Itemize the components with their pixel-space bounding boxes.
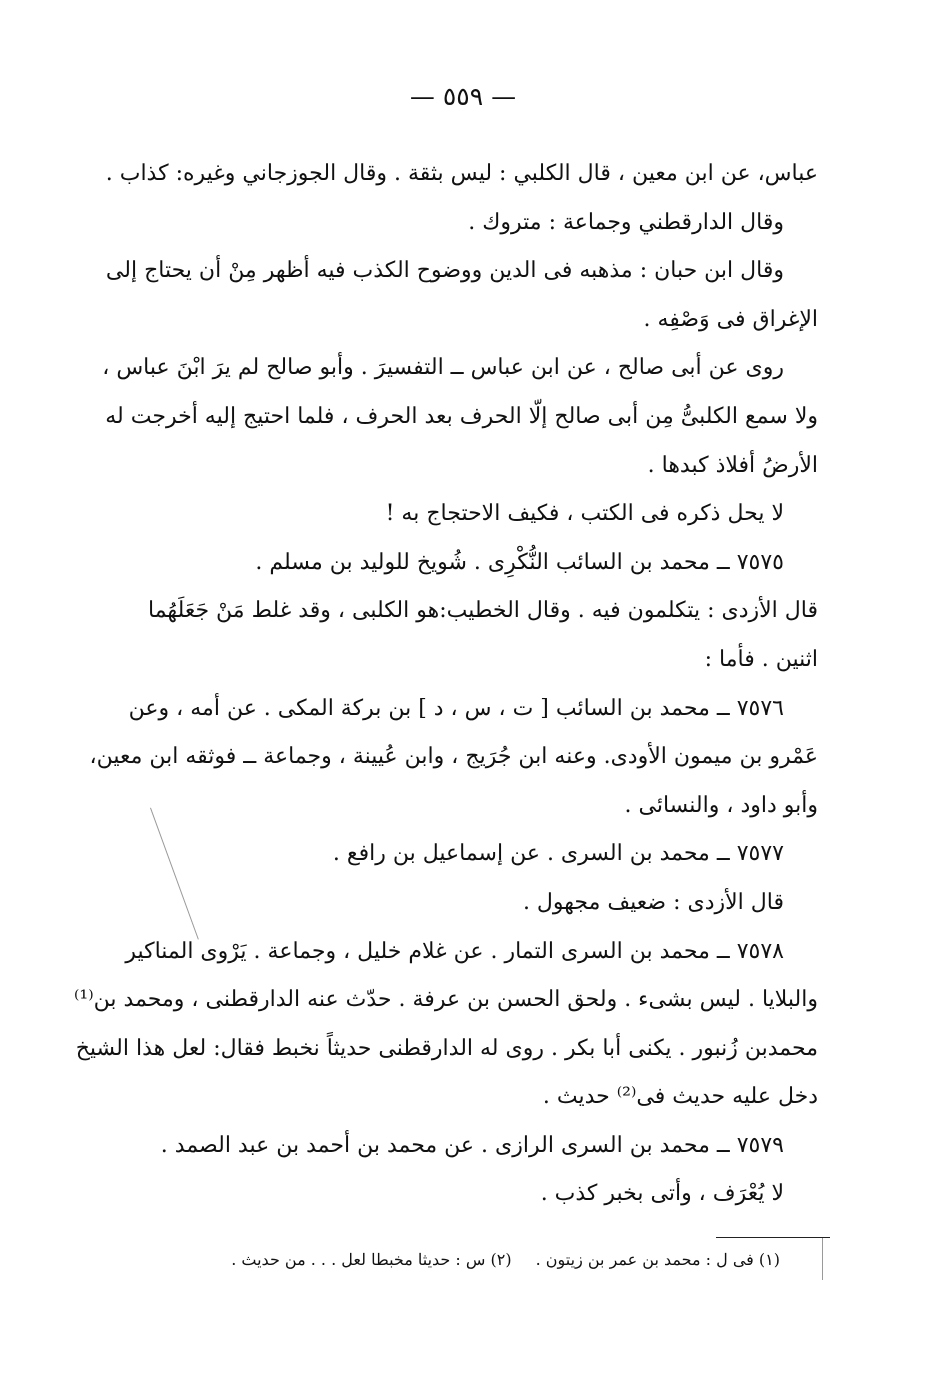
- text-line: والبلايا . ليس بشىء . ولحق الحسن بن عرفة . حدّث عنه الدارقطنى ، ومحمد بن⁽¹⁾: [74, 987, 818, 1013]
- footnote-1: (١) فى ل : محمد بن عمر بن زيتون .: [535, 1250, 780, 1269]
- entry-7577-heading: ٧٥٧٧ ــ محمد بن السرى . عن إسماعيل بن رافع .: [332, 841, 784, 867]
- text-line: الأرضُ أفلاذ كبدها .: [647, 452, 818, 478]
- text-line: وأبو داود ، والنسائى .: [624, 792, 818, 818]
- footnotes: [180, 1250, 780, 1269]
- entry-7576-heading: ٧٥٧٦ ــ محمد بن السائب [ ت ، س ، د ] بن بركة المكى . عن أمه ، وعن: [128, 695, 784, 721]
- footnote-separator: [716, 1237, 830, 1238]
- text-line: لا يحل ذكره فى الكتب ، فكيف الاحتجاج به !: [385, 501, 784, 527]
- text-line: عَمْرو بن ميمون الأودى. وعنه ابن جُرَيج ، وابن عُيينة ، وجماعة ــ فوثقه ابن معين،: [89, 744, 818, 770]
- text-line: عباس، عن ابن معين ، قال الكلبي : ليس بثقة . وقال الجوزجاني وغيره: كذاب .: [105, 161, 818, 186]
- text-line: ولا سمع الكلبىُّ مِن أبى صالح إلّا الحرف بعد الحرف ، فلما احتيج إليه أخرجت له: [105, 403, 818, 429]
- entry-7579-heading: ٧٥٧٩ ــ محمد بن السرى الرازى . عن محمد بن أحمد بن عبد الصمد .: [160, 1132, 784, 1158]
- text-line: قال الأزدى : ضعيف مجهول .: [522, 889, 784, 915]
- text-line: دخل عليه حديث فى⁽²⁾ حديث .: [542, 1084, 818, 1110]
- footnote-2: (٢) س : حديثا مخبطا لعل . . . من حديث .: [231, 1250, 512, 1269]
- text-line: الإغراق فى وَصْفِه .: [643, 306, 818, 332]
- page-number: — ٥٥٩ —: [409, 82, 517, 111]
- text-line: اثنين . فأما :: [704, 646, 818, 672]
- scan-mark: [822, 1238, 823, 1280]
- entry-7575-heading: ٧٥٧٥ ــ محمد بن السائب النُّكْرِى . شُويخ للوليد بن مسلم .: [255, 549, 784, 575]
- entry-7578-heading: ٧٥٧٨ ــ محمد بن السرى التمار . عن غلام خليل ، وجماعة . يَرْوى المناكير: [125, 938, 784, 964]
- text-line: محمدبن زُنبور . يكنى أبا بكر . روى له الدارقطنى حديثاً نخبط فقال: لعل هذا الشيخ: [75, 1035, 818, 1061]
- text-line: وقال ابن حبان : مذهبه فى الدين ووضوح الكذب فيه أظهر مِنْ أن يحتاج إلى: [105, 258, 784, 284]
- main-text: [74, 150, 818, 1219]
- text-line: لا يُعْرَف ، وأتى بخبر كذب .: [540, 1181, 784, 1207]
- text-line: قال الأزدى : يتكلمون فيه . وقال الخطيب:هو الكلبى ، وقد غلط مَنْ جَعَلَهُما: [148, 598, 818, 624]
- text-line: وقال الدارقطني وجماعة : متروك .: [468, 209, 784, 235]
- text-line: روى عن أبى صالح ، عن ابن عباس ــ التفسيرَ . وأبو صالح لم يرَ ابْنَ عباس ،: [102, 355, 784, 381]
